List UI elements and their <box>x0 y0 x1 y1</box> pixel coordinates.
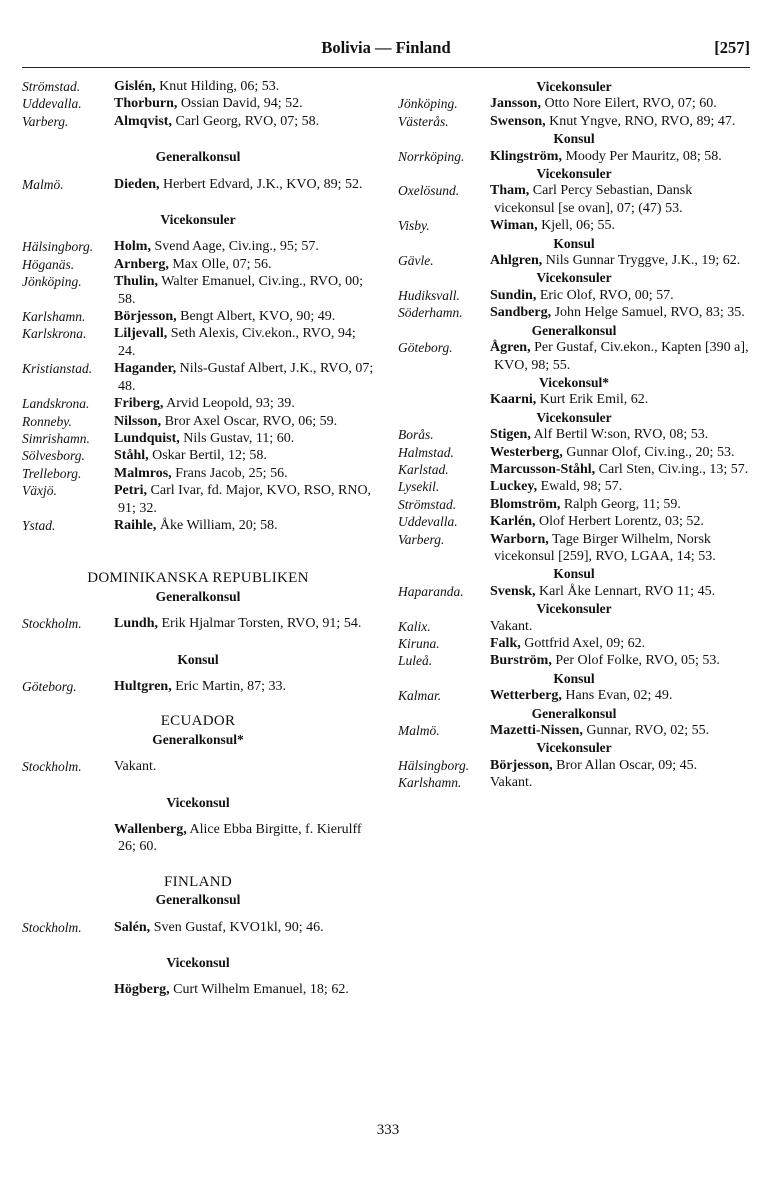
person-name: Warborn, <box>490 531 549 547</box>
place: Höganäs. <box>22 256 75 272</box>
list-item <box>22 273 374 308</box>
list-item <box>398 182 750 217</box>
country-heading: DOMINIKANSKA REPUBLIKEN <box>87 570 309 587</box>
entry-text <box>114 482 374 517</box>
person-name: Ståhl, <box>114 448 149 464</box>
person-name: Burström, <box>490 653 552 669</box>
entry-text <box>490 426 750 443</box>
place: Göteborg. <box>398 340 453 356</box>
list-item <box>22 981 374 998</box>
place: Växjö. <box>22 483 57 499</box>
list-item <box>398 478 750 495</box>
person-name: Thorburn, <box>114 96 178 112</box>
entry-text <box>490 95 750 112</box>
section-heading: Vicekonsuler <box>160 212 236 228</box>
right-column <box>398 78 750 792</box>
list-item <box>398 426 750 443</box>
place: Sölvesborg. <box>22 448 85 464</box>
person-details: Per Gustaf, Civ.ekon., Kapten [390 a], KVO, 98; 55. <box>494 340 749 373</box>
person-name: Petri, <box>114 483 148 499</box>
person-name: Thulin, <box>114 274 158 290</box>
list-item <box>398 461 750 478</box>
left-column <box>22 78 374 999</box>
person-details: Curt Wilhelm Emanuel, 18; 62. <box>169 982 349 998</box>
entry-text <box>114 821 374 856</box>
entry-text <box>114 919 374 936</box>
entry-text <box>114 113 374 130</box>
entry-text <box>490 391 750 408</box>
place: Hudiksvall. <box>398 287 460 303</box>
entry-text <box>114 465 374 482</box>
entry-text <box>114 447 374 464</box>
section-heading: Konsul <box>553 235 595 251</box>
person-name: Lundh, <box>114 616 158 632</box>
entry-text <box>114 678 374 695</box>
person-name: Wetterberg, <box>490 688 562 704</box>
list-item <box>22 758 374 775</box>
person-name: Westerberg, <box>490 444 563 460</box>
person-details: John Helge Samuel, RVO, 83; 35. <box>551 305 745 321</box>
list-item <box>398 652 750 669</box>
entry-text <box>490 182 750 217</box>
person-details: Herbert Edvard, J.K., KVO, 89; 52. <box>159 176 363 192</box>
entry-text <box>490 583 750 600</box>
list-item <box>398 217 750 234</box>
entry-text <box>490 722 750 739</box>
entry-text <box>114 430 374 447</box>
place: Strömstad. <box>22 79 81 94</box>
person-details: Hans Evan, 02; 49. <box>561 688 673 704</box>
person-name: Almqvist, <box>114 113 172 129</box>
place: Karlskrona. <box>22 326 87 342</box>
list-item <box>22 465 374 482</box>
list-item <box>398 95 750 112</box>
place: Oxelösund. <box>398 183 460 199</box>
place: Karlshamn. <box>22 309 86 325</box>
place: Uddevalla. <box>398 514 458 530</box>
person-details: Moody Per Mauritz, 08; 58. <box>561 148 722 164</box>
person-details: Carl Sten, Civ.ing., 13; 57. <box>595 461 749 477</box>
entry-text <box>114 413 374 430</box>
section-heading: Vicekonsul <box>166 794 230 810</box>
list-item <box>22 238 374 255</box>
entry-text <box>114 78 374 95</box>
place: Söderhamn. <box>398 305 463 321</box>
person-details: Bror Axel Oscar, RVO, 06; 59. <box>161 413 338 429</box>
entry-text <box>490 252 750 269</box>
person-name: Swenson, <box>490 113 546 129</box>
person-details: Åke William, 20; 58. <box>156 517 278 533</box>
place <box>22 821 114 856</box>
person-details: Ewald, 98; 57. <box>537 479 623 495</box>
list-item <box>22 821 374 856</box>
entry-text <box>490 444 750 461</box>
list-item <box>22 113 374 130</box>
list-item <box>398 444 750 461</box>
place: Varberg. <box>22 113 69 129</box>
entry-text <box>114 256 374 273</box>
place: Stockholm. <box>22 759 82 775</box>
list-item <box>22 615 374 632</box>
section-heading: Vicekonsuler <box>536 270 612 286</box>
person-details: Tage Birger Wilhelm, Norsk vicekonsul [259], RVO, LGAA, 14; 53. <box>494 531 716 564</box>
section-heading: Generalkonsul* <box>152 731 244 747</box>
place: Stockholm. <box>22 919 82 935</box>
entry-text <box>490 217 750 234</box>
person-name: Sundin, <box>490 287 537 303</box>
person-details: Alice Ebba Birgitte, f. Kierulff 26; 60. <box>118 822 362 855</box>
place: Kiruna. <box>398 636 440 651</box>
person-name: Falk, <box>490 636 521 651</box>
entry-text <box>490 461 750 478</box>
list-item <box>398 618 750 635</box>
place: Uddevalla. <box>22 96 82 112</box>
place: Kalix. <box>398 618 431 634</box>
person-details: Nils Gustav, 11; 60. <box>179 430 295 446</box>
person-details: Ossian David, 94; 52. <box>177 96 303 112</box>
person-details: Bror Allan Oscar, 09; 45. <box>552 757 698 773</box>
person-details: Max Olle, 07; 56. <box>168 256 272 272</box>
person-name: Mazetti-Nissen, <box>490 723 583 739</box>
section-heading: Generalkonsul <box>155 892 241 908</box>
place: Norrköping. <box>398 148 465 164</box>
section-heading: Vicekonsuler <box>536 601 612 617</box>
person-name: Karlén, <box>490 514 536 530</box>
place: Varberg. <box>398 531 445 547</box>
list-item <box>22 78 374 95</box>
entry-text: Vakant. <box>490 775 533 791</box>
section-heading: Konsul <box>553 131 595 147</box>
list-item <box>22 395 374 412</box>
section-heading: Vicekonsuler <box>536 740 612 756</box>
person-details: Eric Olof, RVO, 00; 57. <box>536 287 674 303</box>
person-details: Bengt Albert, KVO, 90; 49. <box>176 309 336 325</box>
list-item <box>22 308 374 325</box>
entry-text <box>114 238 374 255</box>
list-item <box>398 113 750 130</box>
entry-text <box>490 687 750 704</box>
section-heading: Vicekonsuler <box>536 166 612 182</box>
person-name: Svensk, <box>490 583 536 599</box>
entry-text <box>114 325 374 360</box>
list-item <box>398 583 750 600</box>
country-heading: ECUADOR <box>160 713 236 730</box>
person-name: Hultgren, <box>114 678 172 694</box>
person-details: Olof Herbert Lorentz, 03; 52. <box>535 514 704 530</box>
list-item <box>398 687 750 704</box>
person-details: Oskar Bertil, 12; 58. <box>148 448 267 464</box>
place: Kalmar. <box>398 688 442 704</box>
person-name: Raihle, <box>114 517 157 533</box>
person-details: Ralph Georg, 11; 59. <box>560 496 681 512</box>
place: Malmö. <box>22 176 64 192</box>
person-details: Gunnar, RVO, 02; 55. <box>582 723 710 739</box>
list-item <box>398 531 750 566</box>
person-name: Luckey, <box>490 479 538 495</box>
section-heading: Generalkonsul <box>155 588 241 604</box>
list-item <box>398 339 750 374</box>
person-details: Carl Percy Sebastian, Dansk vicekonsul [se ovan], 07; (47) 53. <box>494 183 693 216</box>
section-heading: Generalkonsul <box>155 149 241 165</box>
entry-text <box>490 635 750 652</box>
place: Visby. <box>398 218 430 234</box>
person-details: Otto Nore Eilert, RVO, 07; 60. <box>540 96 717 112</box>
running-title: Bolivia — Finland <box>321 38 451 57</box>
entry-text <box>490 513 750 530</box>
person-name: Liljevall, <box>114 326 168 342</box>
entry-text <box>114 273 374 308</box>
list-item <box>398 148 750 165</box>
person-details: Seth Alexis, Civ.ekon., RVO, 94; 24. <box>118 326 356 359</box>
entry-text <box>114 95 374 112</box>
entry-text <box>490 757 750 774</box>
place: Strömstad. <box>398 496 457 512</box>
place: Simrishamn. <box>22 430 90 446</box>
person-details: Frans Jacob, 25; 56. <box>171 465 288 481</box>
person-name: Friberg, <box>114 396 164 412</box>
list-item <box>398 304 750 321</box>
list-item <box>398 391 750 408</box>
person-name: Stigen, <box>490 427 531 443</box>
person-details: Carl Ivar, fd. Major, KVO, RSO, RNO, 91; 32. <box>118 483 372 516</box>
place: Landskrona. <box>22 396 90 412</box>
place: Haparanda. <box>398 583 464 599</box>
entry-text <box>114 360 374 395</box>
person-details: Gottfrid Axel, 09; 62. <box>520 636 646 651</box>
person-details: Kjell, 06; 55. <box>537 218 615 234</box>
section-heading: Vicekonsuler <box>536 79 612 94</box>
section-heading: Konsul <box>553 670 595 686</box>
person-name: Holm, <box>114 239 151 255</box>
entry-text: Vakant. <box>114 759 157 775</box>
list-item <box>398 635 750 652</box>
person-name: Nilsson, <box>114 413 162 429</box>
place: Kristianstad. <box>22 361 93 377</box>
entry-text <box>490 496 750 513</box>
person-details: Nils Gunnar Tryggve, J.K., 19; 62. <box>542 253 741 269</box>
place: Hälsingborg. <box>398 757 470 773</box>
list-item <box>22 430 374 447</box>
person-name: Börjesson, <box>490 757 553 773</box>
place <box>22 981 114 998</box>
list-item <box>398 496 750 513</box>
place: Västerås. <box>398 113 449 129</box>
section-heading: Vicekonsul <box>166 955 230 971</box>
person-details: Walter Emanuel, Civ.ing., RVO, 00; 58. <box>118 274 363 307</box>
section-heading: Vicekonsuler <box>536 409 612 425</box>
person-name: Hagander, <box>114 361 177 377</box>
person-details: Gunnar Olof, Civ.ing., 20; 53. <box>562 444 735 460</box>
entry-text <box>490 531 750 566</box>
person-name: Ågren, <box>490 340 531 356</box>
list-item <box>22 256 374 273</box>
list-item <box>22 360 374 395</box>
entry-text: Vakant. <box>490 618 533 634</box>
place: Hälsingborg. <box>22 239 94 255</box>
list-item <box>22 413 374 430</box>
person-details: Erik Hjalmar Torsten, RVO, 91; 54. <box>157 616 362 632</box>
list-item <box>398 287 750 304</box>
place: Ronneby. <box>22 413 72 429</box>
person-details: Sven Gustaf, KVO1kl, 90; 46. <box>150 919 324 935</box>
person-name: Jansson, <box>490 96 541 112</box>
list-item <box>22 447 374 464</box>
entry-text <box>490 148 750 165</box>
country-heading: FINLAND <box>164 873 232 890</box>
place: Trelleborg. <box>22 465 82 481</box>
person-name: Wallenberg, <box>114 822 187 837</box>
person-name: Tham, <box>490 183 530 199</box>
place: Göteborg. <box>22 678 77 694</box>
entry-text <box>490 652 750 669</box>
entry-text <box>490 304 750 321</box>
entry-text <box>490 339 750 374</box>
list-item <box>22 678 374 695</box>
list-item <box>22 325 374 360</box>
page-reference: [257] <box>714 38 750 57</box>
page-header <box>22 38 750 64</box>
person-name: Dieden, <box>114 176 160 192</box>
header-rule <box>22 67 750 68</box>
person-details: Alf Bertil W:son, RVO, 08; 53. <box>530 427 709 443</box>
list-item <box>22 176 374 193</box>
section-heading: Generalkonsul <box>531 705 617 721</box>
section-heading: Konsul <box>553 566 595 582</box>
place: Halmstad. <box>398 444 454 460</box>
person-details: Eric Martin, 87; 33. <box>171 678 287 694</box>
person-details: Kurt Erik Emil, 62. <box>536 392 649 408</box>
person-details: Karl Åke Lennart, RVO 11; 45. <box>535 583 716 599</box>
entry-text <box>114 395 374 412</box>
person-name: Klingström, <box>490 148 562 164</box>
section-heading: Vicekonsul* <box>538 374 609 390</box>
person-name: Salén, <box>114 919 151 935</box>
person-details: Per Olof Folke, RVO, 05; 53. <box>551 653 720 669</box>
entry-text <box>114 981 374 998</box>
section-heading: Generalkonsul <box>531 322 617 338</box>
person-name: Börjesson, <box>114 309 177 325</box>
place <box>398 391 490 408</box>
person-details: Svend Aage, Civ.ing., 95; 57. <box>150 239 319 255</box>
list-item <box>398 757 750 774</box>
entry-text <box>490 287 750 304</box>
list-item <box>22 95 374 112</box>
place: Jönköping. <box>22 274 82 290</box>
place: Gävle. <box>398 253 434 269</box>
place: Stockholm. <box>22 616 82 632</box>
person-name: Gislén, <box>114 79 156 94</box>
person-details: Knut Hilding, 06; 53. <box>155 79 280 94</box>
person-name: Sandberg, <box>490 305 552 321</box>
entry-text <box>114 517 374 534</box>
place: Karlstad. <box>398 461 449 477</box>
list-item <box>22 482 374 517</box>
person-details: Knut Yngve, RNO, RVO, 89; 47. <box>545 113 736 129</box>
entry-text <box>490 113 750 130</box>
list-item <box>398 252 750 269</box>
person-name: Kaarni, <box>490 392 537 408</box>
list-item <box>22 517 374 534</box>
person-details: Carl Georg, RVO, 07; 58. <box>171 113 320 129</box>
list-item <box>22 919 374 936</box>
place: Ystad. <box>22 517 56 533</box>
entry-text <box>490 478 750 495</box>
person-name: Malmros, <box>114 465 172 481</box>
person-details: Arvid Leopold, 93; 39. <box>163 396 295 412</box>
place: Karlshamn. <box>398 775 462 791</box>
place: Malmö. <box>398 723 440 739</box>
place: Jönköping. <box>398 96 458 112</box>
person-name: Marcusson-Ståhl, <box>490 461 596 477</box>
person-name: Ahlgren, <box>490 253 543 269</box>
page-number: 333 <box>376 1122 400 1138</box>
person-details: Nils-Gustaf Albert, J.K., RVO, 07; 48. <box>118 361 374 394</box>
person-name: Wiman, <box>490 218 538 234</box>
person-name: Blomström, <box>490 496 561 512</box>
entry-text <box>114 615 374 632</box>
person-name: Lundquist, <box>114 430 180 446</box>
list-item <box>398 774 750 791</box>
place: Borås. <box>398 427 434 443</box>
person-name: Högberg, <box>114 982 170 998</box>
place: Lysekil. <box>398 479 440 495</box>
place: Luleå. <box>398 653 433 669</box>
list-item <box>398 513 750 530</box>
entry-text <box>114 176 374 193</box>
section-heading: Konsul <box>177 651 219 667</box>
entry-text <box>114 308 374 325</box>
person-name: Arnberg, <box>114 256 169 272</box>
list-item <box>398 722 750 739</box>
